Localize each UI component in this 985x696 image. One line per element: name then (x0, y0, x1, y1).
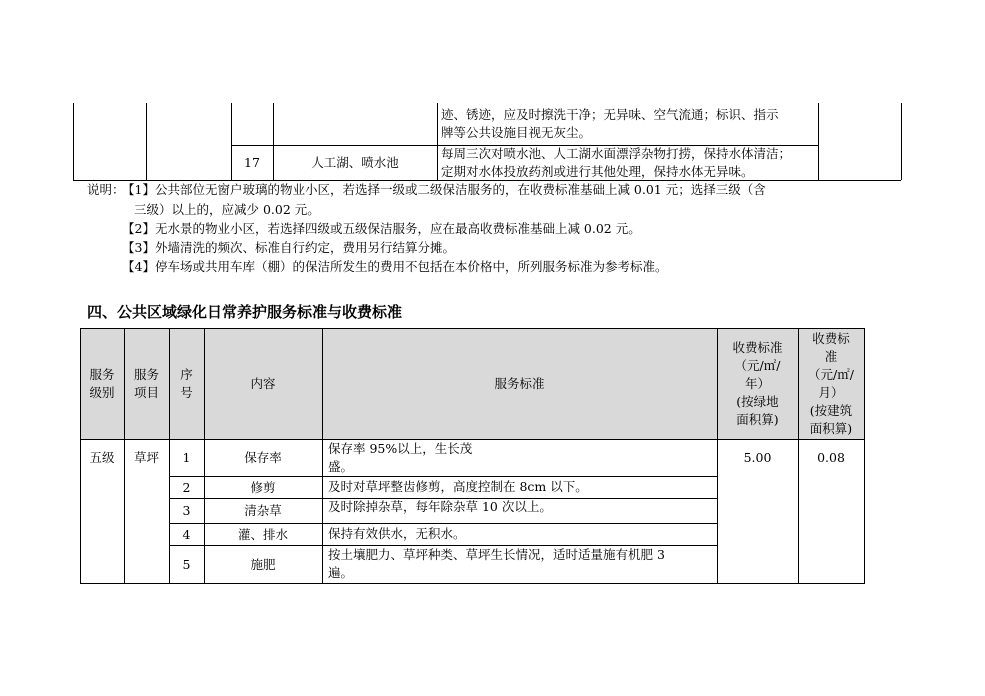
header-text: 序 (180, 366, 193, 382)
header-text: （元/㎡/ (808, 366, 854, 382)
table-row-seq: 4 (182, 526, 191, 542)
table-border (818, 103, 819, 180)
header-text: 号 (180, 384, 193, 400)
table-cell-seq: 17 (244, 155, 260, 170)
table-row-content: 保存率 (244, 450, 282, 465)
header-service-level (80, 328, 124, 439)
header-text: (按绿地 (736, 393, 779, 409)
note-2: 【2】无水景的物业小区，若选择四级或五级保洁服务，应在最高收费标准基础上减 0.02 元。 (122, 221, 641, 236)
header-content: 内容 (250, 375, 276, 391)
table-border (901, 103, 902, 180)
header-text: (按建筑 (809, 402, 853, 418)
table-row-content: 修剪 (250, 479, 276, 495)
table-row-standard: 盛。 (328, 459, 354, 474)
note-1-continued: 三级）以上的，应减少 0.02 元。 (134, 202, 320, 217)
table-row-content: 清杂草 (244, 503, 282, 518)
table-border (864, 328, 865, 584)
table-border (437, 103, 438, 180)
notes-prefix: 说明： (87, 182, 125, 197)
table-border (73, 103, 74, 180)
table-row-seq: 3 (182, 503, 191, 518)
table-cell-standard: 每周三次对喷水池、人工湖水面漂浮杂物打捞，保持水体清洁； (441, 146, 792, 161)
header-text: 月） (818, 384, 844, 400)
table-row-standard: 遍。 (328, 565, 354, 580)
table-row-standard: 及时除掉杂草，每年除杂草 10 次以上。 (328, 499, 552, 514)
header-standard: 服务标准 (494, 375, 545, 391)
header-fee-building-area (798, 328, 864, 439)
table-row-standard: 及时对草坪整齿修剪，高度控制在 8cm 以下。 (328, 479, 588, 494)
header-text: 服务 (89, 366, 115, 382)
table-border (80, 583, 864, 584)
header-text: 收费标准 (732, 339, 783, 355)
header-text: 服务 (133, 366, 159, 382)
header-seq (169, 328, 204, 439)
table-cell-standard: 牌等公共设施目视无灰尘。 (441, 125, 592, 140)
table-row-seq: 1 (182, 450, 191, 465)
header-text: 年） (744, 375, 770, 391)
table-cell-standard: 定期对水体投放药剂或进行其他处理，保持水体无异味。 (441, 164, 754, 179)
header-text: 项目 (133, 384, 159, 400)
table-row-seq: 2 (182, 479, 191, 495)
cell-fee-building-area: 0.08 (817, 450, 845, 465)
cell-service-item: 草坪 (133, 450, 159, 465)
table-border (146, 103, 147, 180)
header-fee-green-area (717, 328, 798, 439)
header-service-item (124, 328, 169, 439)
section-title: 四、公共区域绿化日常养护服务标准与收费标准 (87, 303, 403, 321)
header-text: 面积算) (809, 420, 853, 436)
header-text: 准 (824, 348, 838, 364)
note-3: 【3】外墙清洗的频次、标准自行约定，费用另行结算分摊。 (122, 240, 455, 255)
header-text: 收费标 (812, 330, 850, 346)
header-text: （元/㎡/ (734, 357, 781, 373)
note-1: 【1】公共部位无窗户玻璃的物业小区，若选择一级或二级保洁服务的，在收费标准基础上减 0.01 元；选择三级（含 (122, 182, 766, 197)
cell-service-level: 五级 (89, 450, 115, 465)
note-4: 【4】停车场或共用车库（棚）的保洁所发生的费用不包括在本价格中，所列服务标准为参考标准。 (122, 259, 668, 274)
header-text: 面积算) (736, 411, 779, 427)
table-row-content: 施肥 (250, 556, 276, 572)
table-row-content: 灌、排水 (237, 526, 288, 542)
table-row-standard: 按土壤肥力、草坪种类、草坪生长情况，适时适量施有机肥 3 (328, 547, 665, 562)
table-row-seq: 5 (182, 556, 191, 572)
header-text: 级别 (89, 384, 115, 400)
cell-fee-green-area: 5.00 (743, 450, 772, 465)
table-cell-standard: 迹、锈迹，应及时擦洗干净；无异味、空气流通；标识、指示 (441, 107, 779, 122)
table-cell-content: 人工湖、喷水池 (311, 155, 399, 170)
table-row-standard: 保持有效供水，无积水。 (328, 526, 466, 541)
table-row-standard: 保存率 95%以上，生长茂 (328, 441, 473, 456)
